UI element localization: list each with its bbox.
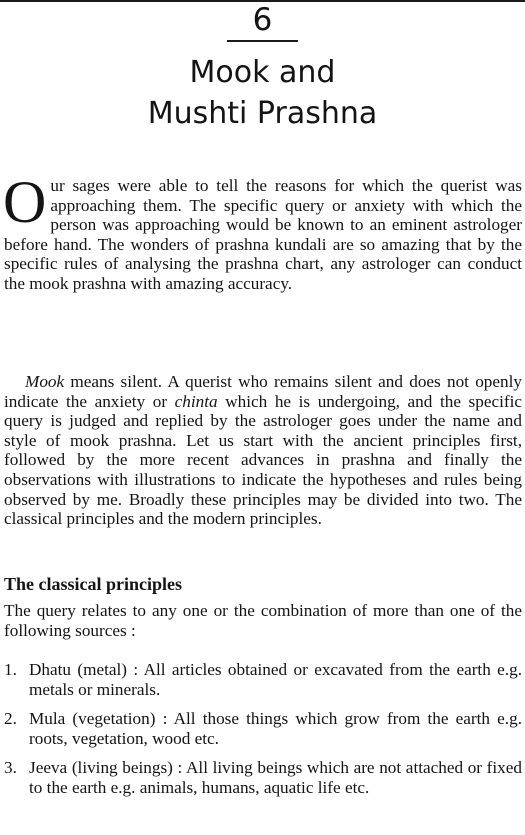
list-item bbox=[4, 660, 522, 699]
intro-paragraph-text: ur sages were able to tell the reasons for which the querist was approaching them. The specific query or anxiety with which the person was approaching would be known to an eminent astrologer before hand. The wonders of prashna kundali are so amazing that by the specific rules of analysing the prashna chart, any astrologer can conduct the mook prashna with amazing accuracy. bbox=[4, 176, 522, 293]
drop-cap: O bbox=[3, 169, 47, 235]
mook-definition-paragraph bbox=[4, 372, 522, 529]
chapter-title-line-1: Mook and bbox=[189, 55, 336, 90]
intro-paragraph bbox=[3, 169, 522, 294]
mook-paragraph-text-1: means silent. A querist who remains silent and does not openly indicate the anxiety or bbox=[4, 372, 522, 411]
section-intro-paragraph: The query relates to any one or the combination of more than one of the following sources : bbox=[4, 601, 522, 640]
list-item-number: 2. bbox=[4, 709, 17, 729]
mook-paragraph-text-2: which he is undergoing, and the specific query is judged and replied by the astrologer goes under the name and style of mook prashna. Let us start with the ancient principles first, followed by the more recent advances in prashna and finally the observations with illustrations to indicate the hypotheses and rules being observed by me. Broadly these principles may be divided into two. The classical principles and the modern principles. bbox=[4, 391, 522, 529]
list-item bbox=[4, 709, 522, 748]
chapter-number: 6 bbox=[252, 2, 273, 38]
list-item-text: Dhatu (metal) : All articles obtained or excavated from the earth e.g. metals or minerals. bbox=[29, 660, 522, 699]
list-item-text: Mula (vegetation) : All those things which grow from the earth e.g. roots, vegetation, wood etc. bbox=[29, 709, 522, 748]
chapter-number-underline bbox=[227, 40, 298, 42]
list-item-number: 1. bbox=[4, 660, 17, 679]
chinta-term: chinta bbox=[174, 391, 218, 411]
sources-list bbox=[4, 660, 522, 808]
list-item-text: Jeeva (living beings) : All living beings which are not attached or fixed to the earth e.g. animals, humans, aquatic life etc. bbox=[29, 758, 522, 797]
chapter-title-line-2: Mushti Prashna bbox=[147, 96, 378, 131]
list-item-number: 3. bbox=[4, 758, 17, 778]
section-heading: The classical principles bbox=[4, 574, 183, 594]
list-item bbox=[4, 758, 522, 797]
chapter-title bbox=[0, 52, 525, 134]
mook-term: Mook bbox=[25, 372, 65, 391]
